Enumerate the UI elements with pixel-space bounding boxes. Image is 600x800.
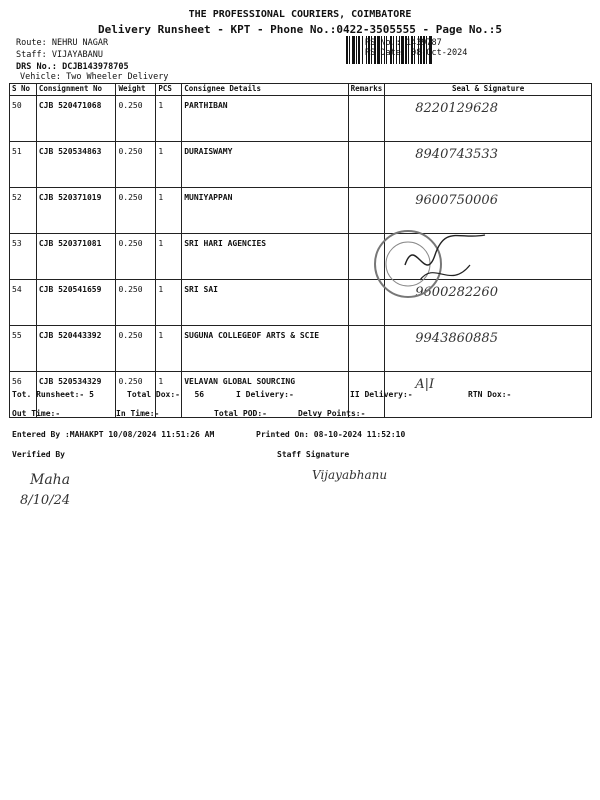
entered-by: Entered By :MAHAKPT 10/08/2024 11:51:26 AM (12, 430, 215, 439)
cell-consignee: SRI SAI (182, 280, 348, 326)
cell-consignment-no: CJB 520371019 (36, 188, 116, 234)
cell-pcs: 1 (156, 372, 182, 418)
staff-label: Staff: (16, 50, 47, 60)
tot-runsheet: Tot. Runsheet:- 5 (12, 390, 94, 399)
drs-label: DRS No.: (16, 62, 57, 72)
cell-remarks (348, 142, 385, 188)
col-consignee-details: Consignee Details (182, 84, 348, 96)
col-remarks: Remarks (348, 84, 385, 96)
total-dox-value: 56 (194, 390, 205, 399)
in-time: In Time:- (116, 409, 160, 418)
route-label: Route: (16, 38, 47, 48)
cell-consignment-no: CJB 520534863 (36, 142, 116, 188)
table-row (10, 188, 592, 234)
cell-signature: 9600750006 (385, 188, 592, 234)
rs-no-line (365, 38, 442, 48)
cell-weight: 0.250 (116, 234, 156, 280)
cell-consignment-no: CJB 520541659 (36, 280, 116, 326)
cell-signature: 9943860885 (385, 326, 592, 372)
cell-pcs: 1 (156, 188, 182, 234)
cell-sno: 54 (10, 280, 37, 326)
cell-remarks (348, 326, 385, 372)
cell-pcs: 1 (156, 96, 182, 142)
staff-signature-label: Staff Signature (277, 450, 350, 459)
cell-remarks (348, 96, 385, 142)
cell-weight: 0.250 (116, 280, 156, 326)
vehicle-value: Two Wheeler Delivery (66, 72, 169, 82)
staff-handwritten-signature: Vijayabhanu (312, 468, 388, 482)
cell-signature: A|I (385, 372, 592, 418)
cell-consignee: SUGUNA COLLEGEOF ARTS & SCIE (182, 326, 348, 372)
vehicle-label: Vehicle: (20, 72, 61, 82)
table-row (10, 326, 592, 372)
route-line (16, 38, 108, 48)
company-title: THE PROFESSIONAL COURIERS, COIMBATORE (188, 9, 412, 20)
vehicle-line (20, 72, 168, 82)
runsheet-subtitle: Delivery Runsheet - KPT - Phone No.:0422-3505555 - Page No.:5 (98, 23, 502, 36)
col-sno: S No (10, 84, 37, 96)
cell-pcs: 1 (156, 280, 182, 326)
cell-sno: 52 (10, 188, 37, 234)
rs-date-line (365, 48, 467, 58)
cell-weight: 0.250 (116, 96, 156, 142)
table-row (10, 280, 592, 326)
total-dox-label: Total Dox:- (127, 390, 180, 399)
cell-signature: 8220129628 (385, 96, 592, 142)
cell-signature: 8940743533 (385, 142, 592, 188)
table-header-row (10, 84, 592, 96)
staff-line (16, 50, 103, 60)
cell-sno: 51 (10, 142, 37, 188)
col-pcs: PCS (156, 84, 182, 96)
cell-remarks (348, 188, 385, 234)
cell-pcs: 1 (156, 326, 182, 372)
total-pod: Total POD:- (214, 409, 267, 418)
cell-weight: 0.250 (116, 326, 156, 372)
rs-date-label: RS Date: (365, 48, 406, 58)
printed-on: Printed On: 08-10-2024 11:52:10 (256, 430, 406, 439)
cell-consignment-no: CJB 520443392 (36, 326, 116, 372)
cell-signature: 9600282260 (385, 280, 592, 326)
cell-pcs: 1 (156, 142, 182, 188)
rs-date-value: 08-Oct-2024 (411, 48, 468, 58)
cell-weight: 0.250 (116, 188, 156, 234)
i-delivery: I Delivery:- (236, 390, 294, 399)
cell-weight: 0.250 (116, 372, 156, 418)
delvy-points: Delvy Points:- (298, 409, 366, 418)
out-time: Out Time:- (12, 409, 61, 418)
rs-no-value: 1439787 (405, 38, 442, 48)
runsheet-table (9, 83, 592, 418)
col-seal-signature: Seal & Signature (385, 84, 592, 96)
table-row (10, 234, 592, 280)
rs-no-label: RS No.: (365, 38, 401, 48)
col-consignment-no: Consignment No (36, 84, 116, 96)
cell-pcs: 1 (156, 234, 182, 280)
rtn-dox: RTN Dox:- (468, 390, 512, 399)
ii-delivery: II Delivery:- (350, 390, 413, 399)
cell-consignment-no: CJB 520471068 (36, 96, 116, 142)
drs-value: DCJB143978705 (62, 62, 129, 72)
staff-value: VIJAYABANU (51, 50, 104, 60)
total-dox (127, 390, 204, 399)
table-row (10, 96, 592, 142)
col-weight: Weight (116, 84, 156, 96)
cell-weight: 0.250 (116, 142, 156, 188)
table-row (10, 142, 592, 188)
route-value: NEHRU NAGAR (51, 38, 109, 48)
cell-sno: 50 (10, 96, 37, 142)
cell-consignment-no: CJB 520534329 (36, 372, 116, 418)
cell-sno: 56 (10, 372, 37, 418)
verified-by-label: Verified By (12, 450, 65, 459)
cell-consignee: DURAISWAMY (182, 142, 348, 188)
signature-scribble (390, 225, 500, 300)
verified-signature: Maha (30, 472, 71, 488)
cell-sno: 55 (10, 326, 37, 372)
cell-consignee: SRI HARI AGENCIES (182, 234, 348, 280)
drs-line (16, 62, 129, 72)
cell-consignment-no: CJB 520371081 (36, 234, 116, 280)
cell-consignee: PARTHIBAN (182, 96, 348, 142)
cell-consignee: MUNIYAPPAN (182, 188, 348, 234)
verified-date: 8/10/24 (20, 493, 71, 508)
cell-sno: 53 (10, 234, 37, 280)
cell-consignee: VELAVAN GLOBAL SOURCING (182, 372, 348, 418)
